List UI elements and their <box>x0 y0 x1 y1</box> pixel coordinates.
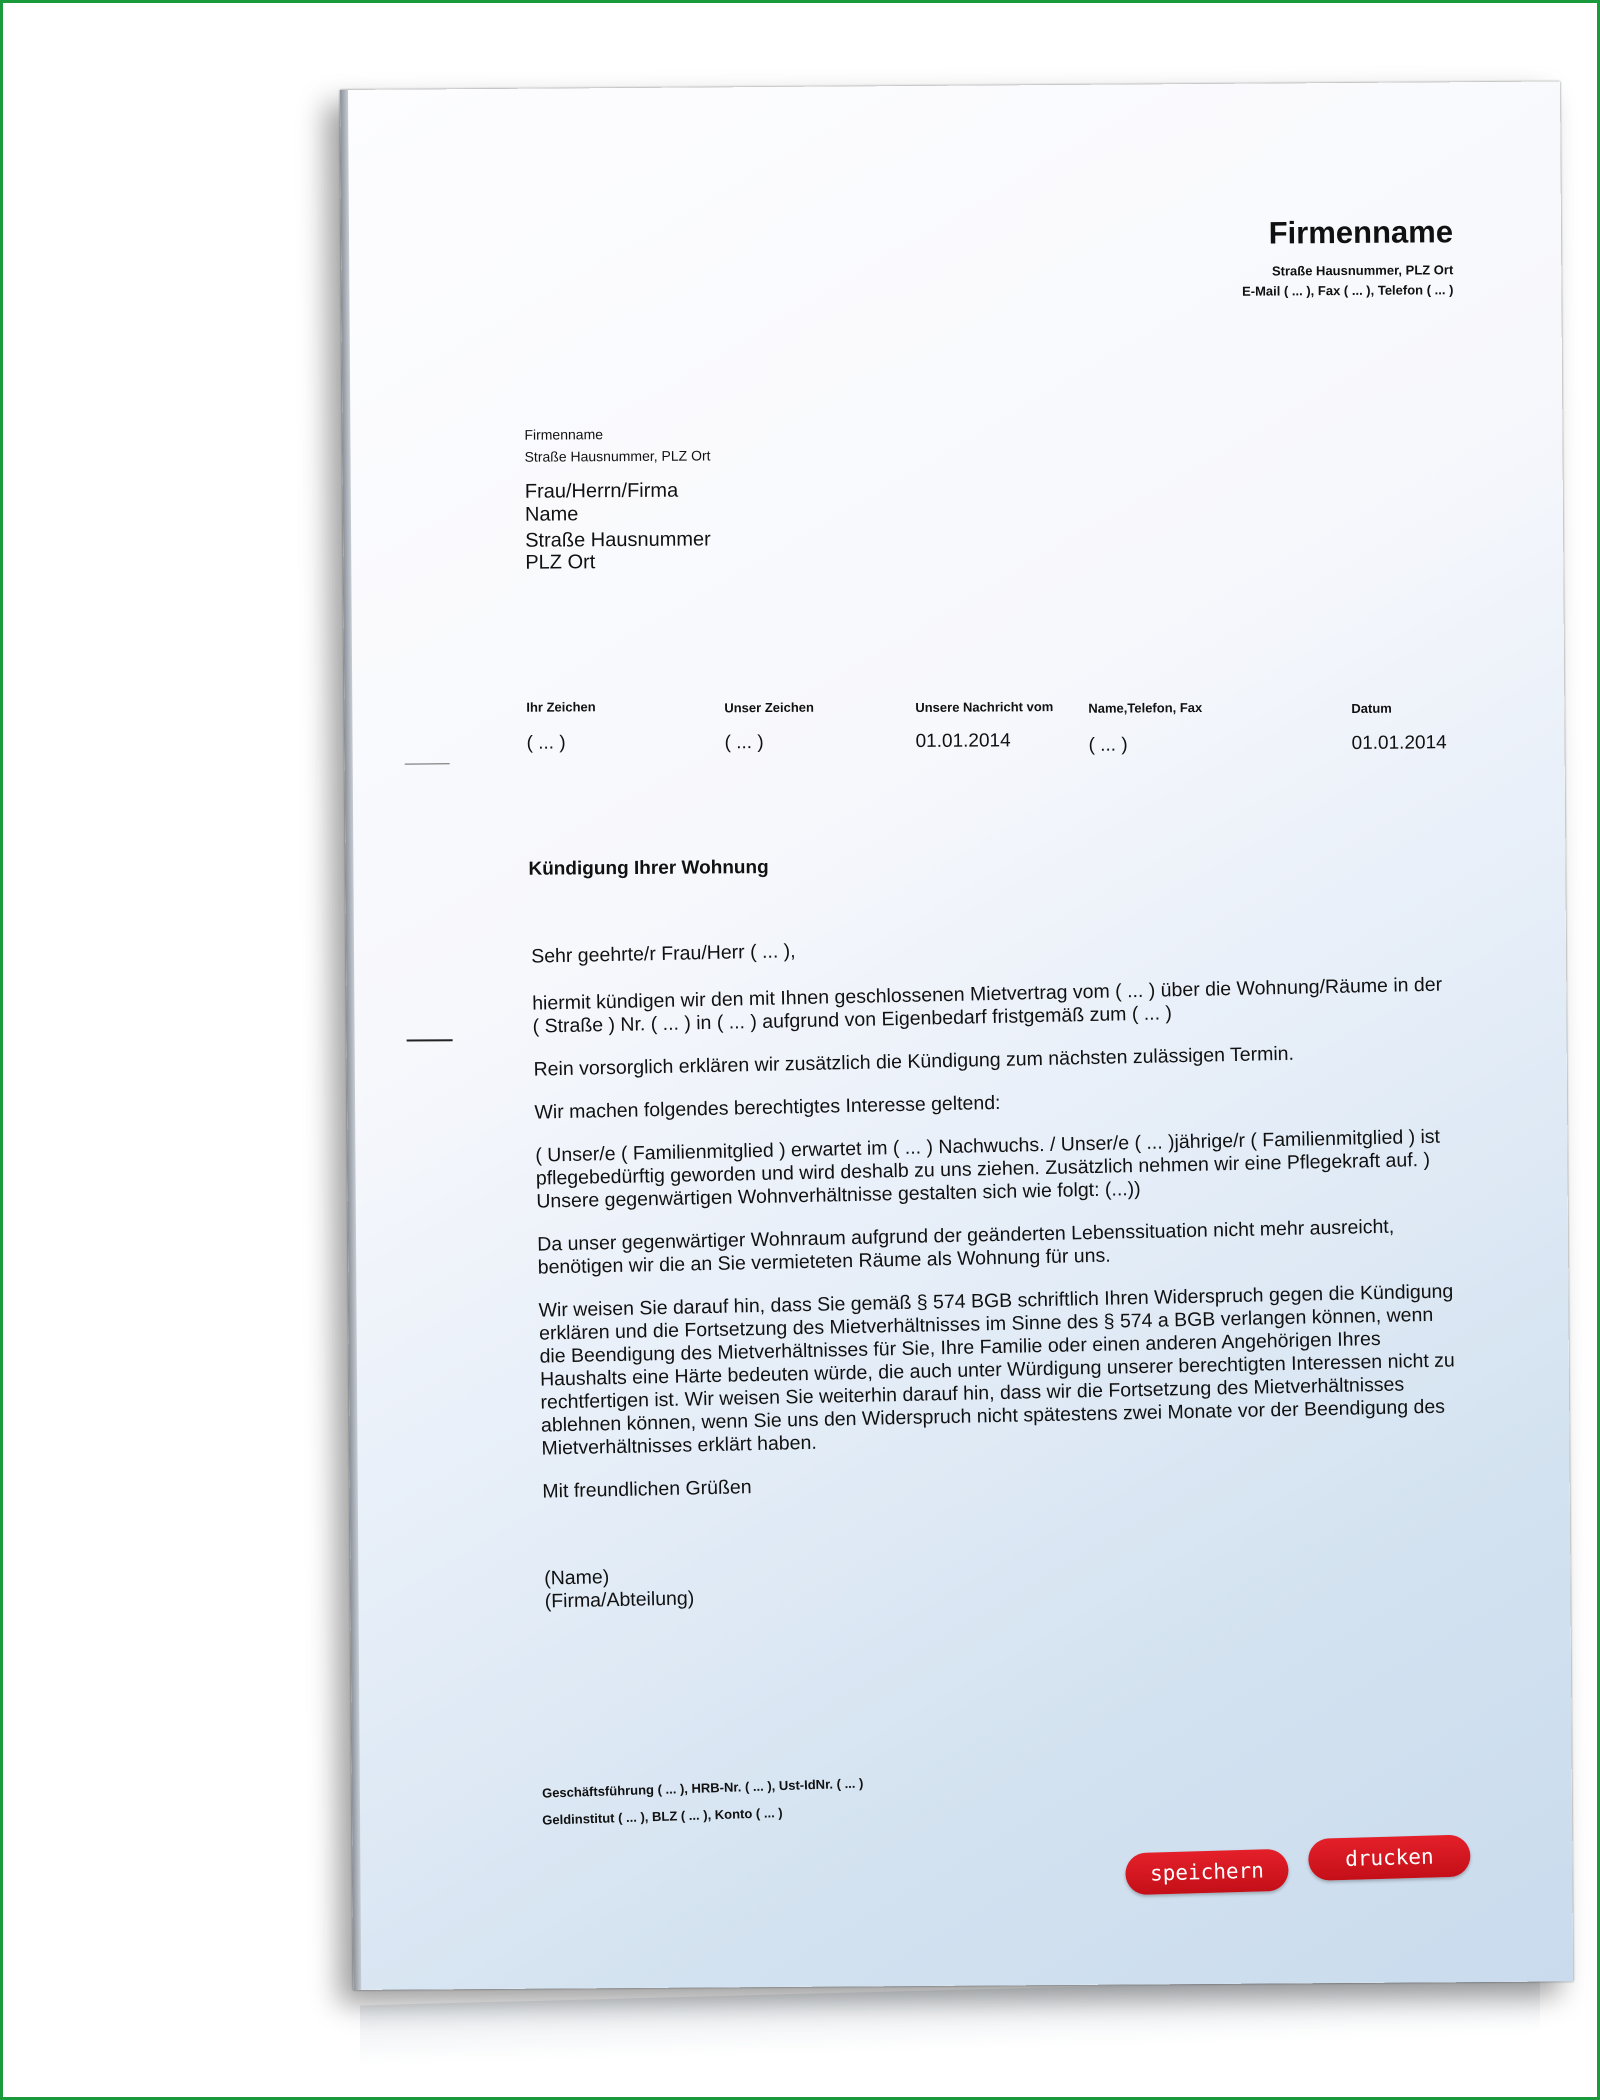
recipient-line-2: Name <box>524 503 579 526</box>
footer-bank-info: Geldinstitut ( ... ), BLZ ( ... ), Konto ( ... ) <box>542 1805 783 1828</box>
paragraph-termination: hiermit kündigen wir den mit Ihnen geschlossenen Mietvertrag vom ( ... ) über die Wohnung/Räume in der ( Straße ) Nr. ( ... ) in ( ... ) aufgrund von Eigenbedarf fristgemäß zum ( ... ) <box>531 973 1443 1038</box>
recipient-line-3: Straße Hausnummer <box>525 528 711 552</box>
paragraph-interest: Wir machen folgendes berechtigtes Interesse geltend: <box>534 1091 1001 1124</box>
fold-mark-top <box>405 763 450 764</box>
footer-company-info: Geschäftsführung ( ... ), HRB-Nr. ( ... ), Ust-IdNr. ( ... ) <box>541 1775 864 1801</box>
letter-subject: Kündigung Ihrer Wohnung <box>528 857 769 880</box>
print-button[interactable]: drucken <box>1308 1834 1471 1881</box>
signature-name: (Name) <box>544 1566 610 1590</box>
save-button[interactable]: speichern <box>1125 1849 1289 1896</box>
page-edge <box>340 90 361 1990</box>
recipient-line-4: PLZ Ort <box>525 551 596 574</box>
paragraph-living-space: Da unser gegenwärtiger Wohnraum aufgrund der geänderten Lebenssituation nicht mehr ausreicht, benötigen wir die an Sie vermieteten Räume als Wohnung für uns. <box>537 1215 1395 1279</box>
ref-label-datum: Datum <box>1351 700 1392 716</box>
paragraph-family: ( Unser/e ( Familienmitglied ) erwartet im ( ... ) Nachwuchs. / Unser/e ( ... )jährige/r ( Familienmitglied ) ist pflegebedürftig geworden und wird deshalb zu uns ziehen. Zusätzlich nehmen wir eine Pflegekraft auf. ) Unsere gegenwärtigen Wohnverhältnisse gestalten sich wie folgt: (...)) <box>535 1125 1441 1213</box>
ref-value-datum: 01.01.2014 <box>1351 732 1447 754</box>
paragraph-objection: Wir weisen Sie darauf hin, dass Sie gemäß § 574 BGB schriftlich Ihren Widerspruch gegen die Kündigung erklären und die Fortsetzung des Mietverhältnisses im Sinne des § 574 a BGB verlangen können, wenn die Beendigung des Mietverhältnisses für Sie, Ihre Familie oder einen anderen Angehörigen Ihres Haushalts eine Härte bedeuten würde, die auch unter Würdigung unserer berechtigten Interessen nicht zu rechtfertigen ist. Wir weisen Sie weiterhin darauf hin, dass wir die Fortsetzung des Mietverhältnisses ablehnen können, wenn Sie uns den Widerspruch nicht spätestens zwei Monate vor der Beendigung des Mietverhältnisses erklärt haben. <box>538 1280 1456 1460</box>
sender-company: Firmenname <box>524 426 604 443</box>
ref-value-ihr-zeichen: ( ... ) <box>526 732 566 754</box>
ref-label-name-telefon-fax: Name,Telefon, Fax <box>1088 699 1203 716</box>
fold-mark-middle <box>407 1039 453 1041</box>
letterhead-company: Firmenname <box>1268 214 1454 251</box>
closing: Mit freundlichen Grüßen <box>542 1476 752 1503</box>
letterhead-address: Straße Hausnummer, PLZ Ort <box>1271 262 1454 279</box>
ref-value-name-telefon-fax: ( ... ) <box>1088 734 1128 756</box>
salutation: Sehr geehrte/r Frau/Herr ( ... ), <box>530 940 796 968</box>
ref-label-unsere-nachricht: Unsere Nachricht vom <box>915 699 1054 715</box>
recipient-line-1: Frau/Herrn/Firma <box>524 479 679 503</box>
ref-label-unser-zeichen: Unser Zeichen <box>724 699 814 716</box>
ref-value-unser-zeichen: ( ... ) <box>724 732 764 754</box>
sender-address: Straße Hausnummer, PLZ Ort <box>524 447 711 465</box>
ref-value-unsere-nachricht: 01.01.2014 <box>915 730 1011 752</box>
letterhead-contact: E-Mail ( ... ), Fax ( ... ), Telefon ( ... ) <box>1241 282 1454 299</box>
signature-department: (Firma/Abteilung) <box>544 1587 695 1613</box>
ref-label-ihr-zeichen: Ihr Zeichen <box>526 699 596 715</box>
letter-page <box>340 81 1573 1989</box>
paragraph-precaution: Rein vorsorglich erklären wir zusätzlich die Kündigung zum nächsten zulässigen Termin. <box>533 1042 1295 1081</box>
letter-body <box>531 926 1465 1613</box>
